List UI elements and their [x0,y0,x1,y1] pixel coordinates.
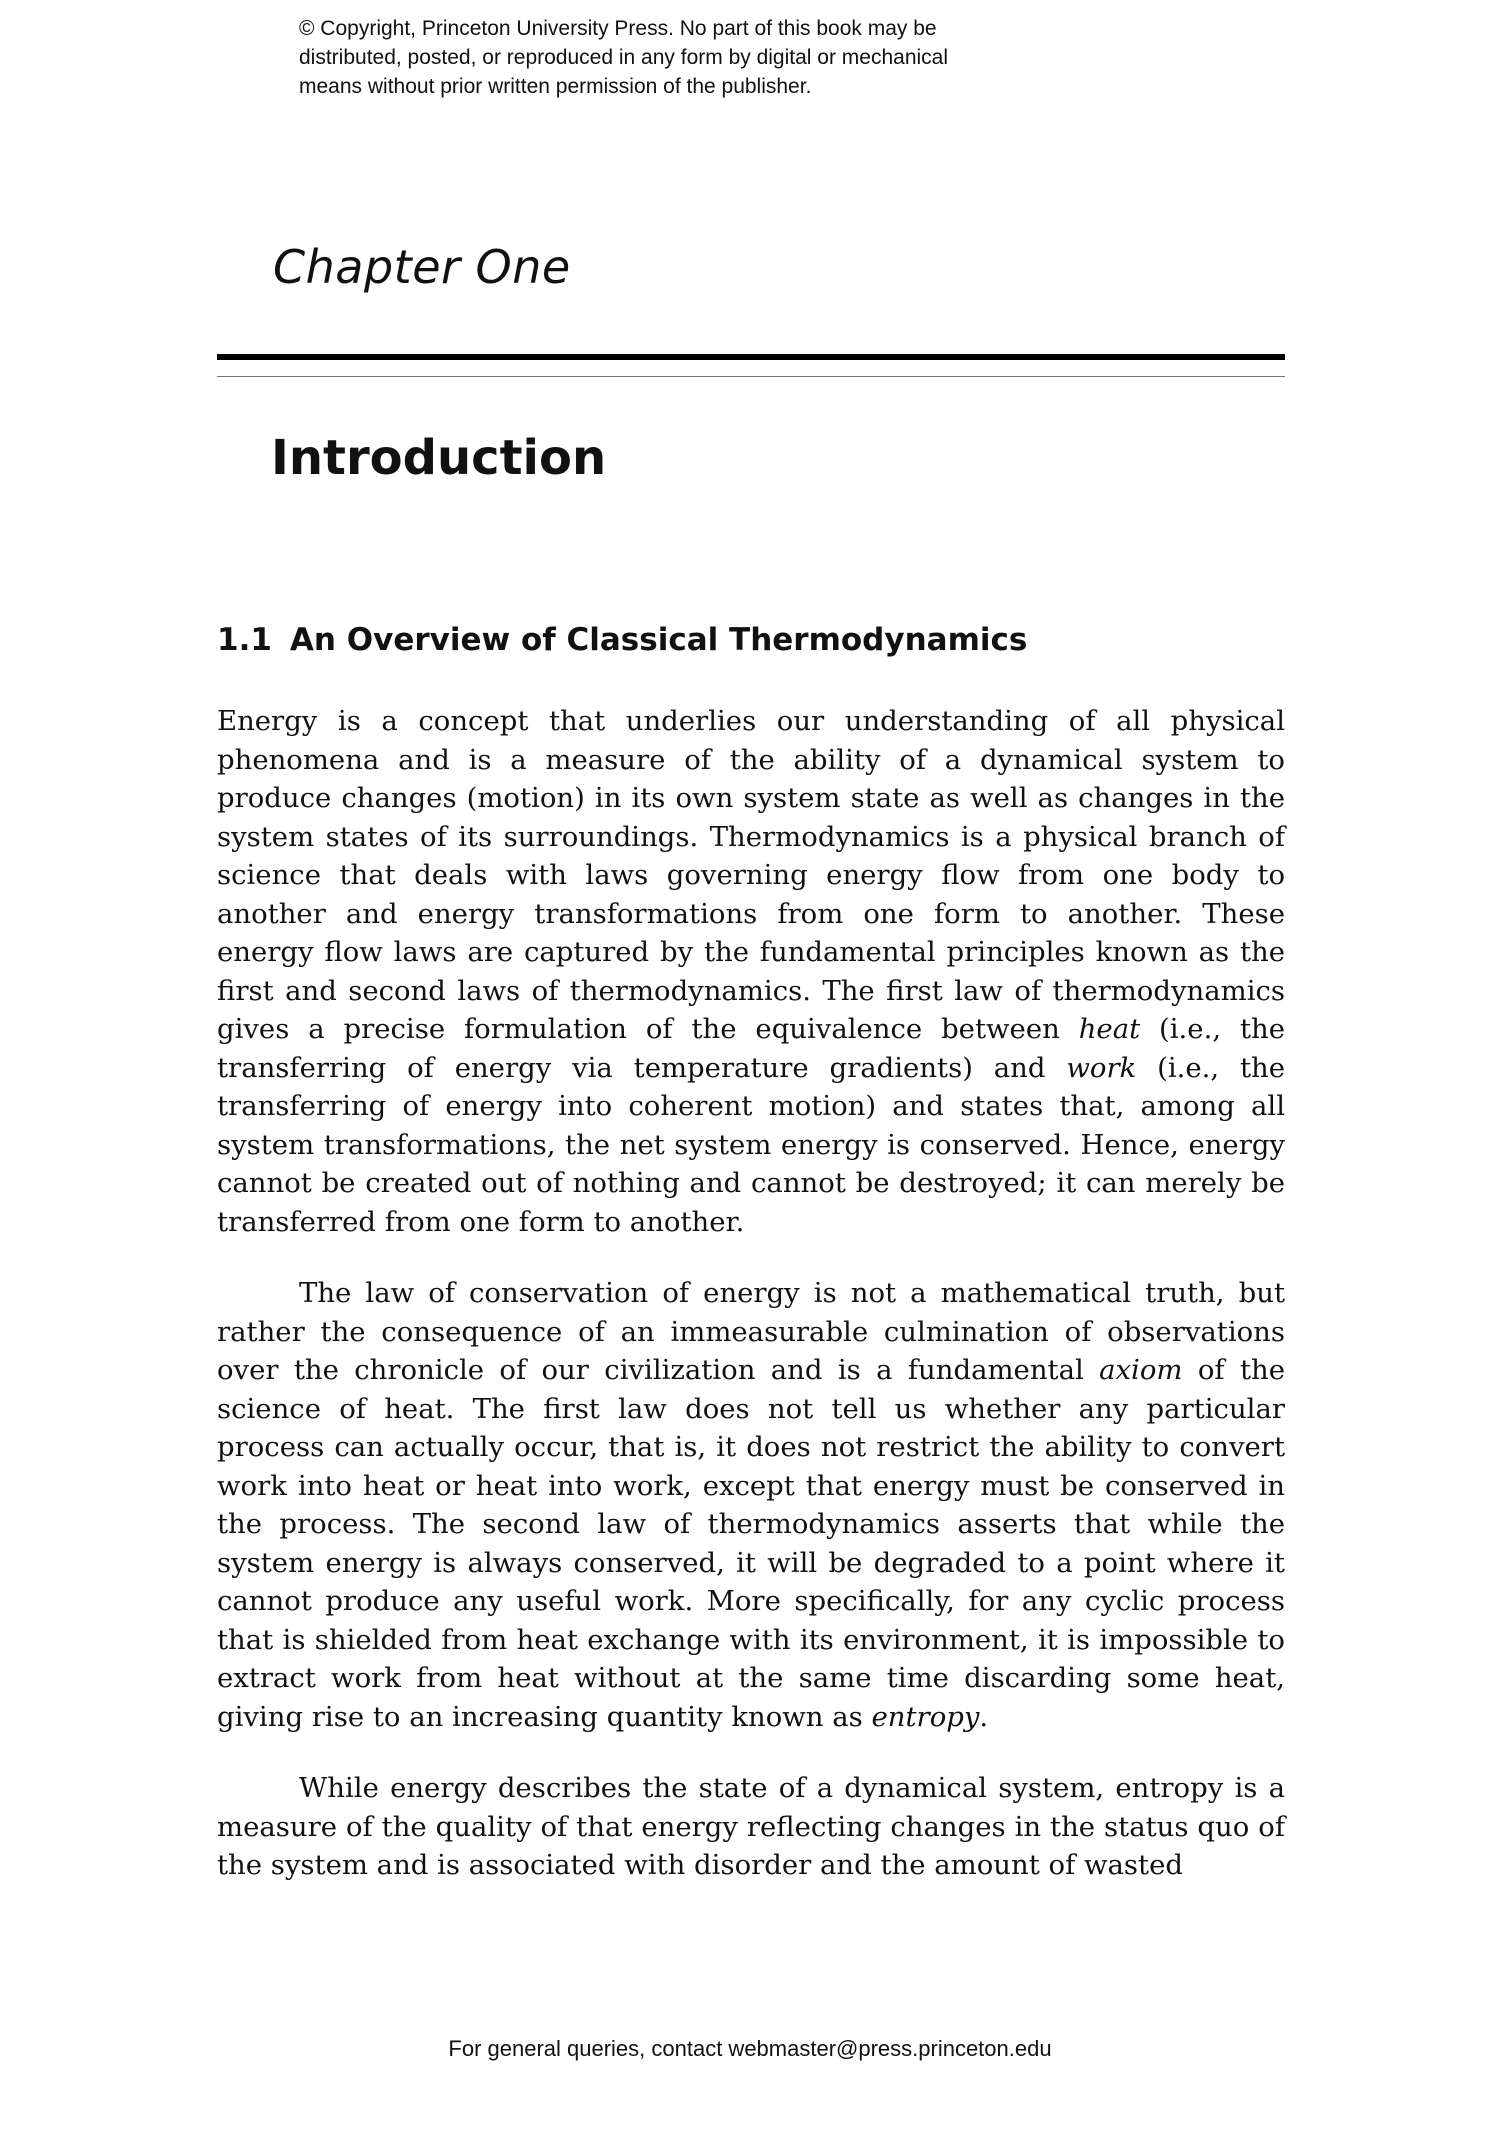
copyright-line: means without prior written permission of the publisher. [299,75,812,98]
paragraph [217,1769,1285,1885]
emphasized-term: entropy [871,1700,980,1733]
copyright-notice [299,14,1059,101]
text-run: The law of conservation of energy is not a mathematical truth, but rather the consequence of an immeasurable culmination of observations over the chronicle of our civilization and is a fundamental [217,1277,1285,1386]
footer-contact: For general queries, contact webmaster@press.princeton.edu [448,2036,1052,2061]
chapter-title: Introduction [271,430,607,486]
emphasized-term: axiom [1099,1354,1183,1386]
section-heading [217,622,1027,658]
section-title: An Overview of Classical Thermodynamics [289,622,1028,658]
emphasized-term: heat [1078,1013,1141,1045]
paragraph [217,1274,1285,1736]
emphasized-term: work [1066,1051,1137,1084]
copyright-line: distributed, posted, or reproduced in any form by digital or mechanical [299,46,949,69]
text-run: . [979,1700,989,1733]
chapter-rule-thick [217,354,1285,360]
text-run: While energy describes the state of a dynamical system, entropy is a measure of the quality of that energy reflecting changes in the status quo of the system and is associated with disorder and the amount of wasted [217,1772,1285,1881]
section-number: 1.1 [217,622,272,658]
body-text [217,702,1285,1885]
chapter-label: Chapter One [273,240,571,294]
text-run: Energy is a concept that underlies our understanding of all physical phenomena and is a measure of the ability of a dynamical system to produce changes (motion) in its own system state as well as changes in the system states of its surroundings. Thermodynamics is a physical branch of science that deals with laws governing energy flow from one body to another and energy transformations from one form to another. These energy flow laws are captured by the fundamental principles known as the first and second laws of thermodynamics. The first law of thermodynamics gives a precise formulation of the equivalence between [217,705,1285,1045]
text-run: (i.e., the transferring of energy into coherent motion) and states that, among all system transformations, the net system energy is conserved. Hence, energy cannot be created out of nothing and cannot be destroyed; it can merely be transferred from one form to another. [217,1051,1286,1238]
chapter-rule-thin [217,376,1285,377]
text-run: of the science of heat. The first law does not tell us whether any particular process can actually occur, that is, it does not restrict the ability to convert work into heat or heat into work, except that energy must be conserved in the process. The second law of thermodynamics asserts that while the system energy is always conserved, it will be degraded to a point where it cannot produce any useful work. More specifically, for any cyclic process that is shielded from heat exchange with its environment, it is impossible to extract work from heat without at the same time discarding some heat, giving rise to an increasing quantity known as [217,1354,1285,1733]
paragraph [217,702,1285,1241]
copyright-line: © Copyright, Princeton University Press. No part of this book may be [299,17,937,40]
text-run: (i.e., the transferring of energy via temperature gradients) and [217,1013,1285,1084]
